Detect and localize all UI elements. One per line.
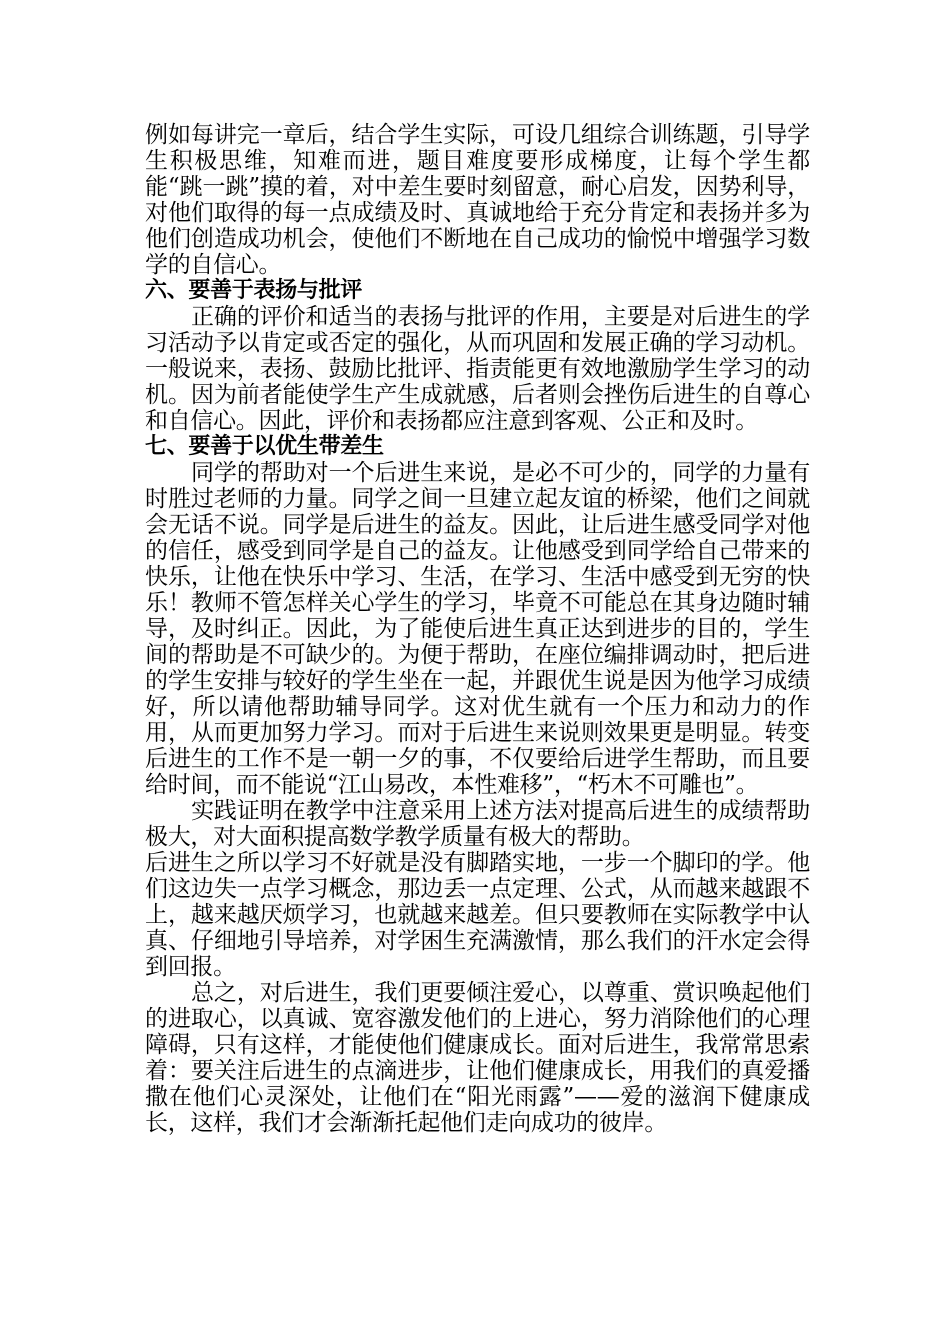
section-heading-praise: 六、要善于表扬与批评	[145, 278, 363, 303]
paragraph-summary: 总之，对后进生，我们更要倾注爱心，以尊重、赏识唤起他们的进取心，以真诚、宽容激发他们的上进心，努力消除他们的心理障碍，只有这样，才能使他们健康成长。面对后进生，我常常思索着：要关注后进生的点滴进步，让他们健康成长，用我们的真爱播撒在他们心灵深处，让他们在“阳光雨露”——爱的滋润下健康成长，这样，我们才会渐渐托起他们走向成功的彼岸。	[145, 980, 810, 1136]
paragraph-training: 例如每讲完一章后，结合学生实际，可设几组综合训练题，引导学生积极思维，知难而进，题目难度要形成梯度，让每个学生都能“跳一跳”摸的着，对中差生要时刻留意，耐心启发，因势利导，对他们取得的每一点成绩及时、真诚地给于充分肯定和表扬并多为他们创造成功机会，使他们不断地在自己成功的愉悦中增强学习数学的自信心。	[145, 122, 810, 278]
paragraph-praise: 正确的评价和适当的表扬与批评的作用，主要是对后进生的学习活动予以肯定或否定的强化，从而巩固和发展正确的学习动机。一般说来，表扬、鼓励比批评、指责能更有效地激励学生学习的动机。因为前者能使学生产生成就感，后者则会挫伤后进生的自尊心和自信心。因此，评价和表扬都应注意到客观、公正和及时。	[145, 304, 810, 434]
paragraph-peer-help: 同学的帮助对一个后进生来说，是必不可少的，同学的力量有时胜过老师的力量。同学之间一旦建立起友谊的桥梁，他们之间就会无话不说。同学是后进生的益友。因此，让后进生感受同学对他的信任，感受到同学是自己的益友。让他感受到同学给自己带来的快乐，让他在快乐中学习、生活，在学习、生活中感受到无穷的快乐！教师不管怎样关心学生的学习，毕竟不可能总在其身边随时辅导，及时纠正。因此，为了能使后进生真正达到进步的目的，学生间的帮助是不可缺少的。为便于帮助，在座位编排调动时，把后进的学生安排与较好的学生坐在一起，并跟优生说是因为他学习成绩好，所以请他帮助辅导同学。这对优生就有一个压力和动力的作用，从而更加努力学习。而对于后进生来说则效果更是明显。转变后进生的工作不是一朝一夕的事，不仅要给后进学生帮助，而且要给时间，而不能说“江山易改，本性难移”，“朽木不可雕也”。	[145, 460, 810, 798]
document-page	[145, 122, 810, 1136]
paragraph-practice: 实践证明在教学中注意采用上述方法对提高后进生的成绩帮助极大，对大面积提高数学教学质量有极大的帮助。	[145, 798, 810, 850]
paragraph-reason: 后进生之所以学习不好就是没有脚踏实地，一步一个脚印的学。他们这边失一点学习概念，那边丢一点定理、公式，从而越来越跟不上，越来越厌烦学习，也就越来越差。但只要教师在实际教学中认真、仔细地引导培养，对学困生充满激情，那么我们的汗水定会得到回报。	[145, 850, 810, 980]
section-heading-peer-help: 七、要善于以优生带差生	[145, 434, 384, 459]
